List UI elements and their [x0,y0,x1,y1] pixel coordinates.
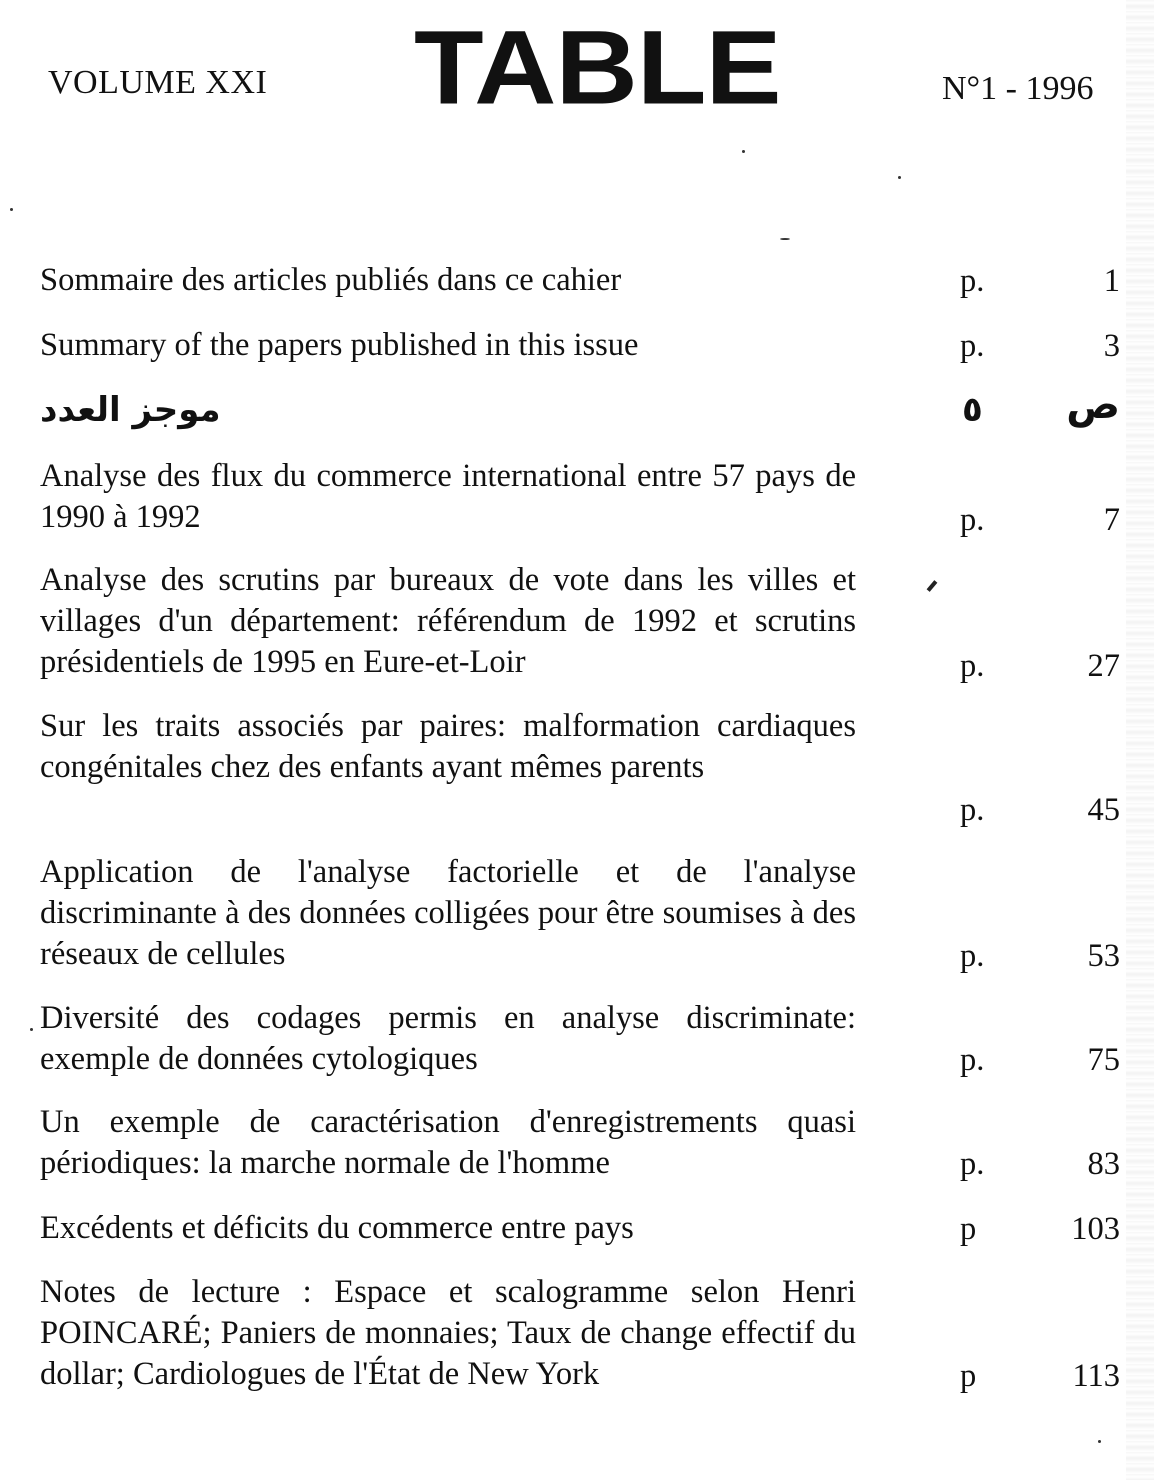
toc-entry-page-prefix: p. [960,648,985,684]
toc-entry-page-number: 83 [1087,1146,1120,1182]
toc-entry-page-number: 3 [1103,328,1120,364]
toc-entry-title: Analyse des scrutins par bureaux de vote dans les villes et villages d'un département: référendum de 1992 et scrutins présidentiels de 1995 en Eure-et-Loir [40,562,856,680]
toc-entry-page-number: 7 [1103,502,1120,538]
toc-entry-page-prefix: p. [960,263,985,299]
toc-entry-page-number: 113 [1072,1358,1120,1394]
toc-entry-arabic[interactable] [40,382,1120,435]
toc-entry-page-number: 27 [1087,648,1120,684]
toc-entry-title: Un exemple de caractérisation d'enregistrements quasi périodiques: la marche normale de l'homme [40,1104,856,1181]
toc-entry-title: Excédents et déficits du commerce entre pays [40,1210,634,1246]
toc-entry-page-number: 75 [1087,1042,1120,1078]
toc-entry[interactable] [40,852,1120,980]
toc-entry-title: موجز العدد [40,390,221,430]
toc-entry-page-prefix: p. [960,938,985,974]
scan-speck [30,1028,33,1031]
toc-entry-title: Notes de lecture : Espace et scalogramme selon Henri POINCARÉ; Paniers de monnaies; Taux de change effectif du dollar; Cardiologues de l'État de New York [40,1274,856,1392]
toc-entry-page-number: ٥ [962,390,983,430]
scan-speck [10,208,13,211]
toc-entry-title: Sommaire des articles publiés dans ce cahier [40,262,622,298]
toc-entry-page-prefix: p [960,1358,977,1394]
toc-entry-title: Sur les traits associés par paires: malformation cardiaques congénitales chez des enfants ayant mêmes parents [40,708,856,785]
issue-label: N°1 - 1996 [942,70,1094,107]
toc-entry-page-prefix: p. [960,1042,985,1078]
toc-entry-page-number: 1 [1103,263,1120,299]
toc-entry[interactable] [40,1102,1120,1188]
volume-label: VOLUME XXI [48,64,268,101]
scan-speck [780,238,790,240]
page-title: TABLE [414,9,781,127]
scan-speck [1098,1440,1101,1443]
toc-entry[interactable] [40,456,1120,542]
toc-entry-page-prefix: p. [960,792,985,828]
toc-entry[interactable] [40,260,1120,305]
toc-entry[interactable] [40,706,1120,834]
scan-speck [742,150,745,153]
toc-entry-page-prefix: p. [960,328,985,364]
toc-entry[interactable] [40,998,1120,1084]
scan-speck [898,176,901,179]
toc-entry-page-number: 45 [1087,792,1120,828]
toc-entry[interactable] [40,1272,1120,1400]
toc-entry-page-prefix: p. [960,1146,985,1182]
toc-entry-page-prefix: p [960,1211,977,1247]
toc-entry-title: Analyse des flux du commerce international entre 57 pays de 1990 à 1992 [40,458,856,535]
scan-edge-noise [1126,0,1154,1480]
toc-entry-page-number: 53 [1087,938,1120,974]
toc-entry-title: Application de l'analyse factorielle et de l'analyse discriminante à des données colligées pour être soumises à des réseaux de cellules [40,854,856,972]
toc-entry-title: Summary of the papers published in this issue [40,327,639,363]
toc-entry[interactable] [40,1208,1120,1253]
toc-entry-page-prefix: ص [1066,382,1120,428]
toc-entry-page-number: 103 [1071,1211,1120,1247]
toc-entry-title: Diversité des codages permis en analyse discriminate: exemple de données cytologiques [40,1000,856,1077]
toc-entry-page-prefix: p. [960,502,985,538]
toc-entry[interactable] [40,560,1120,688]
toc-entry[interactable] [40,325,1120,370]
